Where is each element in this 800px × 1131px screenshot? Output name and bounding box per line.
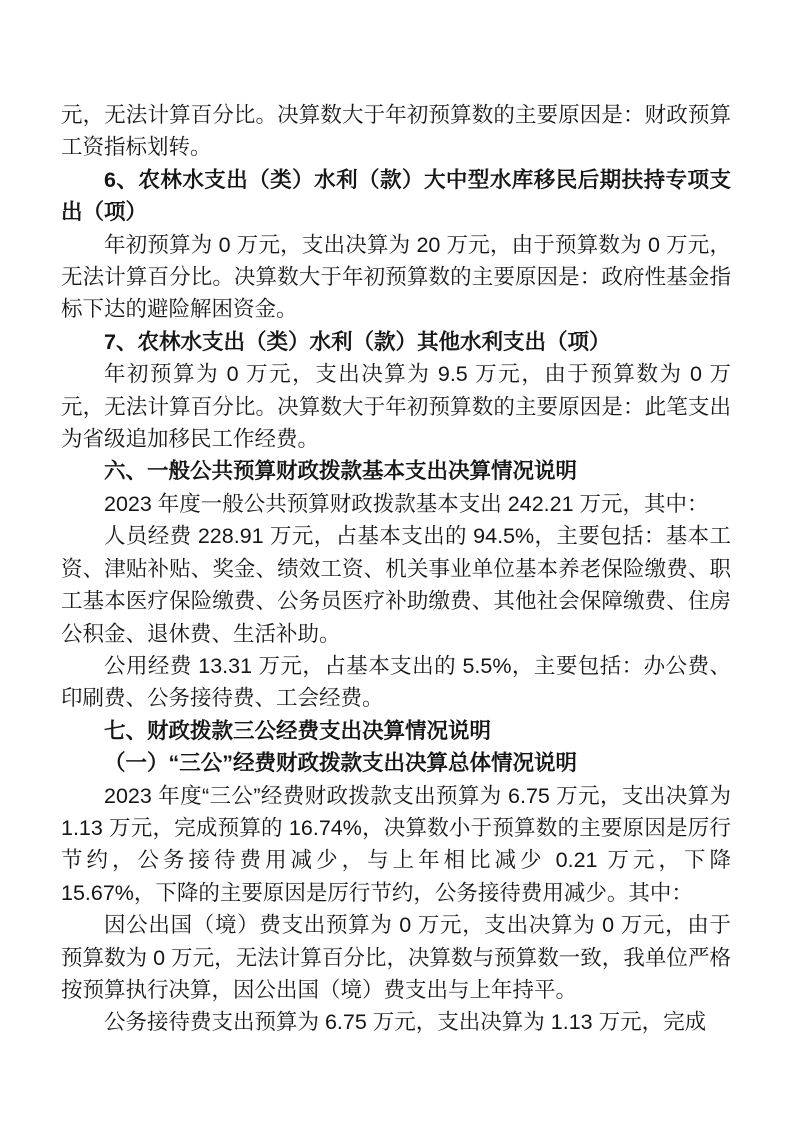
paragraph-item-6-detail: 年初预算为 0 万元，支出决算为 20 万元，由于预算数为 0 万元，无法计算百分比。决算数大于年初预算数的主要原因是：政府性基金指标下达的避险解困资金。 xyxy=(61,232,731,322)
document-text-block xyxy=(61,99,731,1039)
paragraph-basic-expenditure-total: 2023 年度一般公共预算财政拨款基本支出 242.21 万元，其中： xyxy=(104,491,709,516)
paragraph-official-reception-expense: 公务接待费支出预算为 6.75 万元，支出决算为 1.13 万元，完成 xyxy=(104,1010,707,1035)
paragraph-three-public-overview: 2023 年度“三公”经费财政拨款支出预算为 6.75 万元，支出决算为 1.13 万元，完成预算的 16.74%，决算数小于预算数的主要原因是厉行节约，公务接待费用减少，与上年相比减少 0.21 万元，下降 15.67%，下降的主要原因是厉行节约，公务接待费用减少。其中： xyxy=(61,783,731,905)
subsection-heading-one: （一）“三公”经费财政拨款支出决算总体情况说明 xyxy=(104,751,578,776)
section-heading-six: 六、一般公共预算财政拨款基本支出决算情况说明 xyxy=(104,459,578,484)
section-heading-item-6: 6、农林水支出（类）水利（款）大中型水库移民后期扶持专项支出（项） xyxy=(61,167,731,225)
paragraph-item-7-detail: 年初预算为 0 万元，支出决算为 9.5 万元，由于预算数为 0 万元，无法计算百分比。决算数大于年初预算数的主要原因是：此笔支出为省级追加移民工作经费。 xyxy=(61,362,731,452)
paragraph-public-expenses: 公用经费 13.31 万元，占基本支出的 5.5%，主要包括：办公费、印刷费、公务接待费、工会经费。 xyxy=(61,653,731,711)
paragraph-personnel-expenses: 人员经费 228.91 万元，占基本支出的 94.5%，主要包括：基本工资、津贴补贴、奖金、绩效工资、机关事业单位基本养老保险缴费、职工基本医疗保险缴费、公务员医疗补助缴费、其他社会保障缴费、住房公积金、退休费、生活补助。 xyxy=(61,524,731,646)
section-heading-item-7: 7、农林水支出（类）水利（款）其他水利支出（项） xyxy=(104,329,611,354)
paragraph-overseas-travel-expense: 因公出国（境）费支出预算为 0 万元，支出决算为 0 万元，由于预算数为 0 万元，无法计算百分比，决算数与预算数一致，我单位严格按预算执行决算，因公出国（境）费支出与上年持平。 xyxy=(61,913,731,1002)
paragraph-continuation-from-previous-page: 元，无法计算百分比。决算数大于年初预算数的主要原因是：财政预算工资指标划转。 xyxy=(61,103,731,160)
section-heading-seven: 七、财政拨款三公经费支出决算情况说明 xyxy=(104,718,492,743)
